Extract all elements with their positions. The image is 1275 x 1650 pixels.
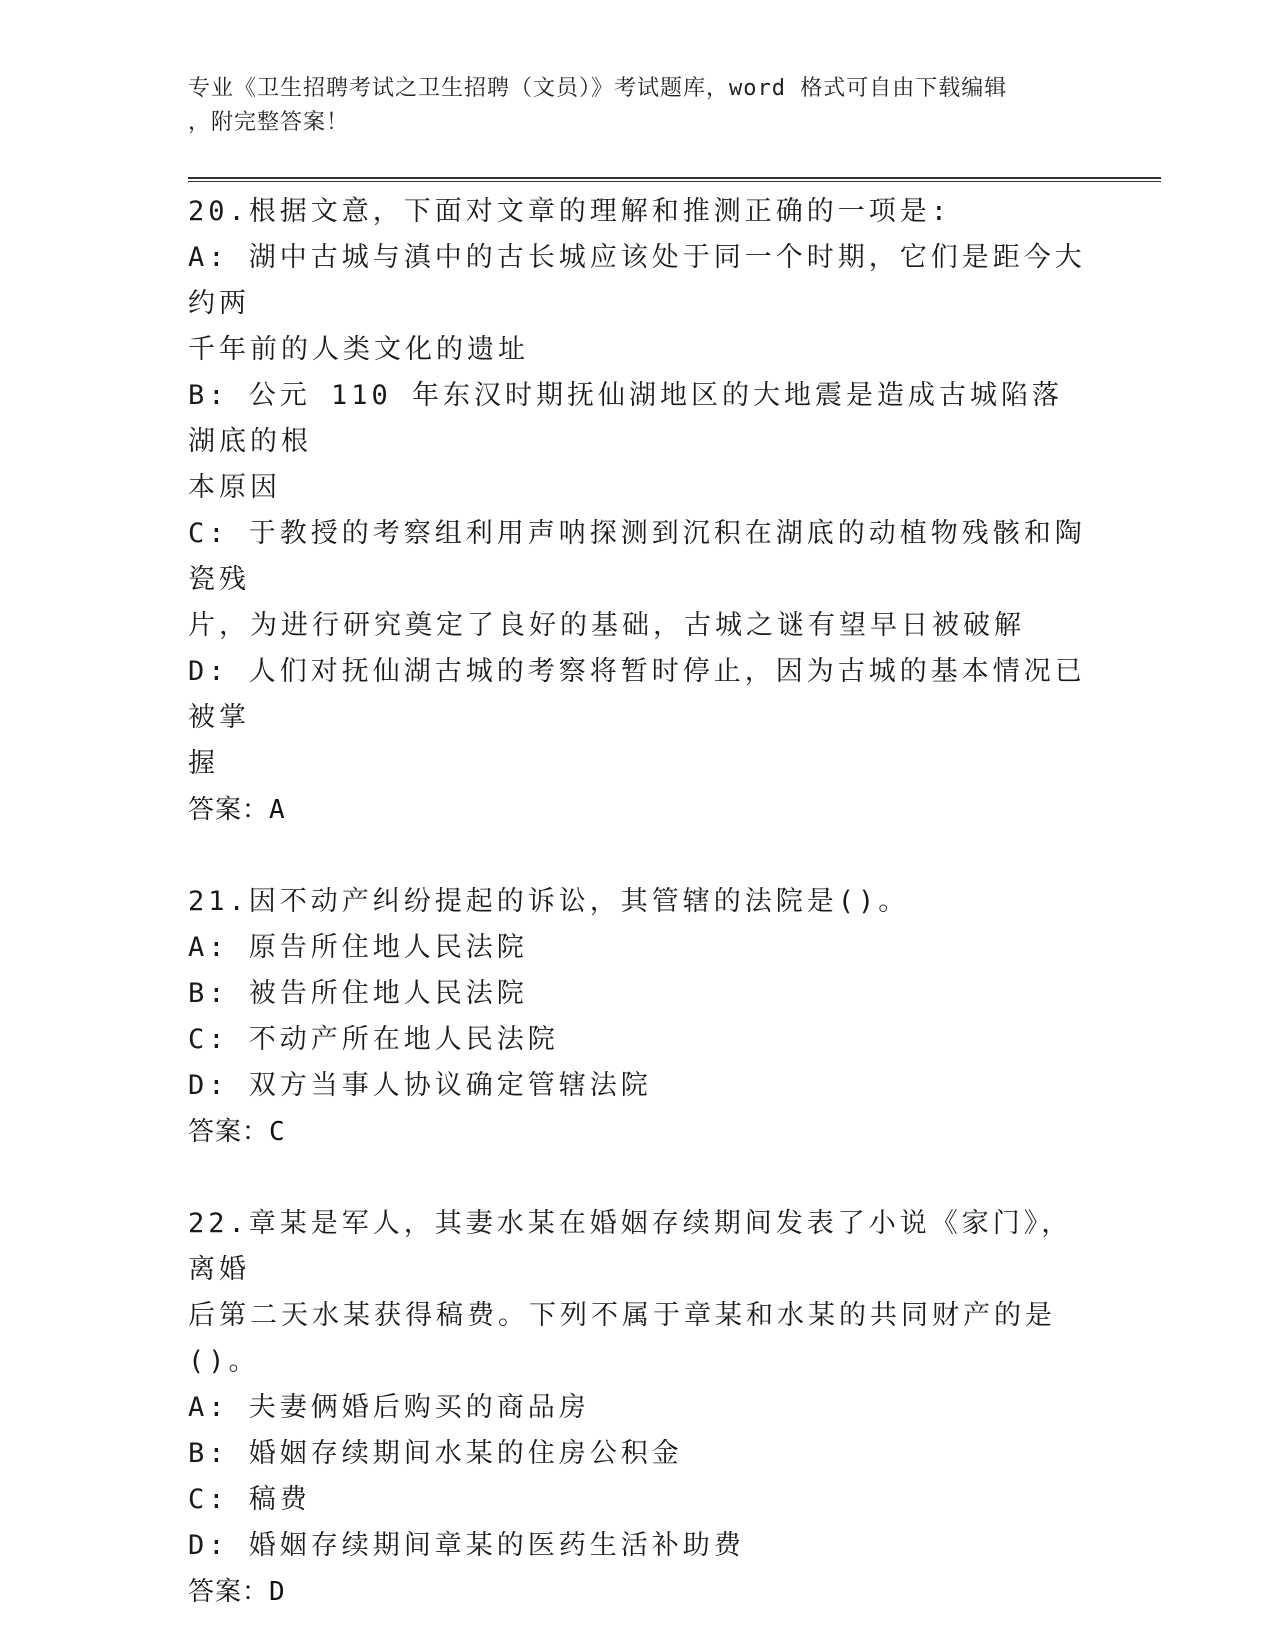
option-text: A: 夫妻俩婚后购买的商品房 xyxy=(188,1392,590,1423)
question-stem: 后第二天水某获得稿费。下列不属于章某和水某的共同财产的是()。 xyxy=(188,1300,1056,1377)
option-text: 千年前的人类文化的遗址 xyxy=(188,334,529,365)
document-header xyxy=(188,72,1078,140)
option-b xyxy=(188,373,1088,511)
answer-line xyxy=(188,1569,1088,1615)
answer-value: A xyxy=(269,795,286,825)
option-text: C: 稿费 xyxy=(188,1484,311,1515)
option-d xyxy=(188,1523,1088,1569)
answer-value: D xyxy=(269,1577,286,1607)
question-22 xyxy=(188,1201,1088,1615)
option-d xyxy=(188,1063,1088,1109)
question-stem: 21.因不动产纠纷提起的诉讼，其管辖的法院是()。 xyxy=(188,886,910,917)
option-text: A: 原告所住地人民法院 xyxy=(188,932,528,963)
option-text: C: 不动产所在地人民法院 xyxy=(188,1024,559,1055)
option-a xyxy=(188,1385,1088,1431)
option-text: B: 被告所住地人民法院 xyxy=(188,978,528,1009)
answer-label: 答案： xyxy=(188,795,270,825)
header-line-1: 专业《卫生招聘考试之卫生招聘（文员）》考试题库，word 格式可自由下载编辑 xyxy=(188,76,1008,101)
option-text: D: 双方当事人协议确定管辖法院 xyxy=(188,1070,652,1101)
answer-label: 答案： xyxy=(188,1117,270,1147)
option-c xyxy=(188,511,1088,649)
answer-line xyxy=(188,1109,1088,1155)
option-text: A: 湖中古城与滇中的古长城应该处于同一个时期，它们是距今大约两 xyxy=(188,242,1086,319)
option-c xyxy=(188,1017,1088,1063)
option-text: 片，为进行研究奠定了良好的基础，古城之谜有望早日被破解 xyxy=(188,610,1025,641)
question-21 xyxy=(188,879,1088,1155)
option-b xyxy=(188,971,1088,1017)
option-text: D: 人们对抚仙湖古城的考察将暂时停止，因为古城的基本情况已被掌 xyxy=(188,656,1086,733)
option-text: B: 婚姻存续期间水某的住房公积金 xyxy=(188,1438,683,1469)
option-b xyxy=(188,1431,1088,1477)
answer-line xyxy=(188,787,1088,833)
option-d xyxy=(188,649,1088,787)
question-list xyxy=(188,189,1088,1615)
option-text: D: 婚姻存续期间章某的医药生活补助费 xyxy=(188,1530,745,1561)
option-c xyxy=(188,1477,1088,1523)
option-a xyxy=(188,925,1088,971)
option-text: B: 公元 110 年东汉时期抚仙湖地区的大地震是造成古城陷落湖底的根 xyxy=(188,380,1064,457)
question-20 xyxy=(188,189,1088,833)
option-text: C: 于教授的考察组利用声呐探测到沉积在湖底的动植物残骸和陶瓷残 xyxy=(188,518,1086,595)
option-text: 握 xyxy=(188,748,219,779)
question-stem: 22.章某是军人，其妻水某在婚姻存续期间发表了小说《家门》，离婚 xyxy=(188,1208,1073,1285)
answer-label: 答案： xyxy=(188,1577,270,1607)
answer-value: C xyxy=(269,1117,286,1147)
option-text: 本原因 xyxy=(188,472,281,503)
question-stem: 20.根据文意，下面对文章的理解和推测正确的一项是: xyxy=(188,196,952,227)
option-a xyxy=(188,235,1088,373)
header-divider xyxy=(188,177,1161,182)
header-line-2: ，附完整答案！ xyxy=(188,110,350,135)
